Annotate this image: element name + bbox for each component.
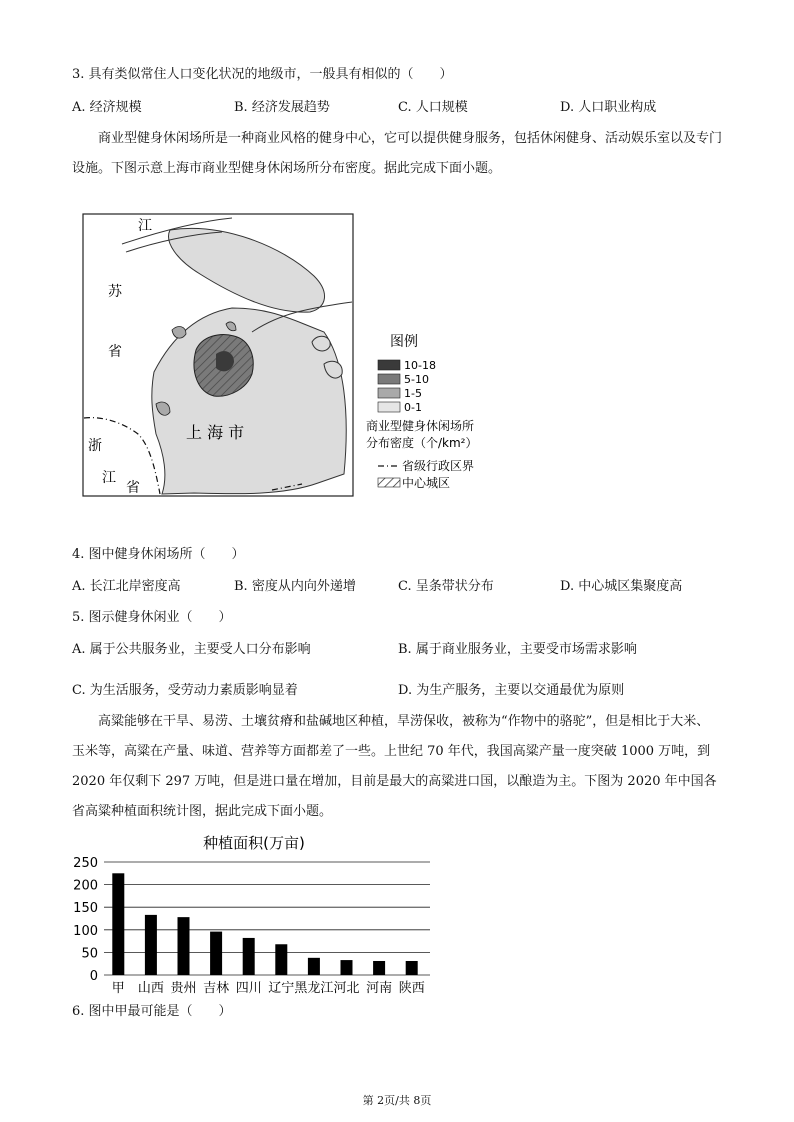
q5-option-c: C. 为生活服务，受劳动力素质影响显着 bbox=[72, 683, 298, 698]
q4-option-c: C. 呈条带状分布 bbox=[398, 579, 494, 594]
q5-option-b: B. 属于商业服务业，主要受市场需求影响 bbox=[398, 642, 637, 657]
legend-caption-2: 分布密度（个/km²） bbox=[366, 436, 478, 450]
q3-option-c: C. 人口规模 bbox=[398, 100, 468, 115]
y-tick-label: 50 bbox=[81, 946, 98, 962]
legend-swatch-1-5 bbox=[378, 388, 400, 398]
label-zhe: 浙 bbox=[88, 438, 102, 454]
q4-option-b: B. 密度从内向外递增 bbox=[234, 579, 356, 594]
legend-center-label: 中心城区 bbox=[402, 476, 451, 490]
legend-label-10-18: 10-18 bbox=[404, 359, 436, 372]
legend-label-5-10: 5-10 bbox=[404, 373, 429, 386]
x-tick-label: 河北 bbox=[333, 981, 360, 996]
y-tick-label: 200 bbox=[73, 878, 98, 894]
q4-option-a: A. 长江北岸密度高 bbox=[72, 579, 181, 594]
legend-swatch-5-10 bbox=[378, 374, 400, 384]
passage-sorghum: 高粱能够在干旱、易涝、土壤贫瘠和盐碱地区种植，旱涝保收，被称为“作物中的骆驼”，但是相比于大米、玉米等，高粱在产量、味道、营养等方面都差了一些。上世纪 70 年代，我国高粱产量一度突破 1000 万吨，到 2020 年仅剩下 297 万吨，但是进口量在增加，目前是最大的高粱进口国，以酿造为主。下图为 2020 年中国各省高粱种植面积统计图，据此完成下面小题。 bbox=[72, 714, 717, 819]
x-tick-label: 河南 bbox=[366, 981, 393, 996]
q5-option-a: A. 属于公共服务业，主要受人口分布影响 bbox=[72, 642, 311, 657]
legend-center-swatch bbox=[378, 478, 400, 487]
q3-option-b: B. 经济发展趋势 bbox=[234, 100, 330, 115]
q5-stem: 5. 图示健身休闲业（ ） bbox=[72, 610, 232, 625]
label-sheng-2: 省 bbox=[126, 480, 140, 496]
q4-option-d: D. 中心城区集聚度高 bbox=[560, 579, 683, 594]
shanghai-density-map bbox=[82, 212, 522, 502]
q3-option-a: A. 经济规模 bbox=[72, 100, 142, 115]
chart-x-labels bbox=[112, 980, 425, 996]
chart-y-ticks bbox=[73, 856, 98, 984]
chart-title: 种植面积(万亩) bbox=[203, 834, 305, 852]
x-tick-label: 山西 bbox=[137, 981, 164, 996]
page-footer: 第 2页/共 8页 bbox=[362, 1094, 432, 1107]
legend-boundary-label: 省级行政区界 bbox=[402, 459, 475, 473]
legend-caption-1: 商业型健身休闲场所 bbox=[366, 419, 475, 433]
bar-7 bbox=[308, 958, 320, 975]
bar-3 bbox=[178, 917, 190, 975]
x-tick-label: 吉林 bbox=[203, 981, 230, 996]
bar-10 bbox=[406, 961, 418, 975]
bar-4 bbox=[210, 932, 222, 975]
q6-stem: 6. 图中甲最可能是（ ） bbox=[72, 1004, 232, 1019]
x-tick-label: 甲 bbox=[111, 981, 125, 996]
bar-1 bbox=[112, 873, 124, 975]
x-tick-label: 贵州 bbox=[170, 981, 197, 996]
bar-9 bbox=[373, 961, 385, 975]
label-shanghai: 上 海 市 bbox=[186, 423, 245, 442]
legend-label-1-5: 1-5 bbox=[404, 387, 422, 400]
y-tick-label: 250 bbox=[73, 856, 98, 871]
q3-option-d: D. 人口职业构成 bbox=[560, 100, 657, 115]
legend-label-0-1: 0-1 bbox=[404, 401, 422, 414]
y-tick-label: 0 bbox=[89, 969, 98, 984]
x-tick-label: 辽宁 bbox=[268, 981, 295, 996]
q3-stem: 3. 具有类似常住人口变化状况的地级市，一般具有相似的（ ） bbox=[72, 67, 453, 82]
legend-swatch-0-1 bbox=[378, 402, 400, 412]
x-tick-label: 四川 bbox=[235, 981, 262, 996]
label-jiang-2: 江 bbox=[102, 470, 116, 486]
chart-bars bbox=[112, 873, 417, 975]
q4-stem: 4. 图中健身休闲场所（ ） bbox=[72, 547, 245, 562]
bar-5 bbox=[243, 938, 255, 975]
x-tick-label: 陕西 bbox=[398, 981, 425, 996]
label-su: 苏 bbox=[108, 284, 122, 300]
legend-title: 图例 bbox=[390, 334, 418, 350]
y-tick-label: 100 bbox=[73, 923, 98, 939]
bar-6 bbox=[275, 944, 287, 975]
y-tick-label: 150 bbox=[73, 901, 98, 917]
passage-fitness: 商业型健身休闲场所是一种商业风格的健身中心，它可以提供健身服务，包括休闲健身、活动娱乐室以及专门设施。下图示意上海市商业型健身休闲场所分布密度。据此完成下面小题。 bbox=[72, 131, 723, 176]
q5-option-d: D. 为生产服务，主要以交通最优为原则 bbox=[398, 683, 625, 698]
label-sheng-1: 省 bbox=[108, 344, 122, 360]
bar-8 bbox=[341, 960, 353, 975]
x-tick-label: 黑龙江 bbox=[294, 981, 334, 996]
sorghum-area-chart bbox=[64, 832, 444, 1000]
label-jiang: 江 bbox=[138, 218, 152, 234]
bar-2 bbox=[145, 915, 157, 975]
legend-swatch-10-18 bbox=[378, 360, 400, 370]
